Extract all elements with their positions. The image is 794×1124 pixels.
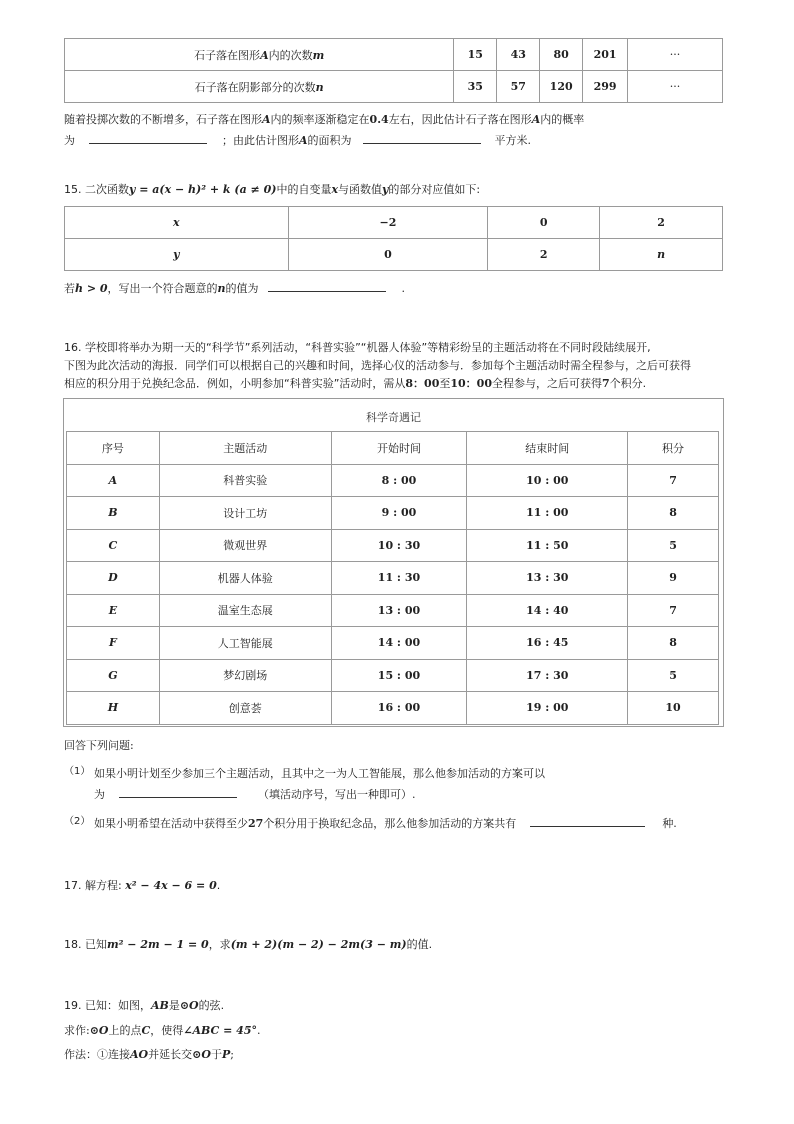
text: . xyxy=(216,879,221,892)
var-ab: AB xyxy=(151,999,169,1012)
text: 中的自变量 xyxy=(276,183,332,196)
table-cell: ··· xyxy=(628,39,723,71)
poster-title: 科学奇遇记 xyxy=(366,411,421,424)
text: 作法：①连接 xyxy=(64,1048,130,1061)
text: ；由此估计图形 xyxy=(222,134,299,147)
answer-blank[interactable] xyxy=(363,131,481,144)
table-row xyxy=(67,562,719,595)
text: ，求 xyxy=(208,938,231,951)
table-cell: −2 xyxy=(288,207,488,239)
table-cell: 57 xyxy=(497,71,540,103)
answer-blank[interactable] xyxy=(119,785,237,798)
table-cell: 2 xyxy=(600,207,723,239)
q16-sub2 xyxy=(64,814,744,833)
text: 是 xyxy=(168,999,180,1012)
table-cell: 11 : 50 xyxy=(467,529,628,562)
column-header: 积分 xyxy=(628,432,719,465)
text: 内的频率逐渐稳定在 xyxy=(270,113,370,126)
table-cell: 9 xyxy=(628,562,719,595)
table-row xyxy=(65,71,723,103)
q19-method xyxy=(64,1045,234,1064)
table-cell: 微观世界 xyxy=(159,529,331,562)
formula: y = a(x − h)² + k (a ≠ 0) xyxy=(129,183,277,196)
table-cell: 温室生态展 xyxy=(159,594,331,627)
table-cell: 8 : 00 xyxy=(331,464,467,497)
sub1-line2 xyxy=(94,785,744,804)
table-cell: 2 xyxy=(488,239,600,271)
table-cell: 15 : 00 xyxy=(331,659,467,692)
text: 若 xyxy=(64,282,75,295)
table-cell: 43 xyxy=(497,39,540,71)
answer-intro: 回答下列问题: xyxy=(64,739,134,752)
table-cell: y xyxy=(65,239,289,271)
q16-line1: 16. 学校即将举办为期一天的“科学节”系列活动，“科普实验”“机器人体验”等精彩纷呈的主题活动将在不同时段陆续展开, xyxy=(64,341,651,354)
var-a: A xyxy=(260,48,269,62)
table-cell: C xyxy=(67,529,160,562)
text: 求作: xyxy=(64,1024,90,1037)
table-cell: 人工智能展 xyxy=(159,627,331,660)
formula: h > 0 xyxy=(75,282,108,295)
table-cell: 5 xyxy=(628,529,719,562)
label-text: 石子落在阴影部分的次数 xyxy=(194,80,316,94)
text: 随着投掷次数的不断增多，石子落在图形 xyxy=(64,113,262,126)
text: 平方米. xyxy=(494,134,532,147)
text: 19. 已知：如图， xyxy=(64,999,151,1012)
answer-blank[interactable] xyxy=(89,131,207,144)
table-cell: 10 : 30 xyxy=(331,529,467,562)
number: 27 xyxy=(248,817,264,830)
formula: (m + 2)(m − 2) − 2m(3 − m) xyxy=(230,938,407,951)
label-text: 石子落在图形 xyxy=(194,48,261,62)
circle-o: ⊙O xyxy=(192,1048,211,1061)
table-row xyxy=(65,39,723,71)
table-row xyxy=(67,692,719,725)
table-cell: 35 xyxy=(454,71,497,103)
table-cell: 11 : 30 xyxy=(331,562,467,595)
text: 至 xyxy=(439,377,451,390)
var-n: n xyxy=(315,80,324,94)
column-header: 序号 xyxy=(67,432,160,465)
table-header-row xyxy=(67,432,719,465)
text: 个积分. xyxy=(609,377,647,390)
q16-sub1 xyxy=(64,764,744,804)
text: 二次函数 xyxy=(85,183,129,196)
column-header: 开始时间 xyxy=(331,432,467,465)
var-c: C xyxy=(141,1024,151,1037)
sub2-line xyxy=(94,814,744,833)
table-cell: D xyxy=(67,562,160,595)
formula: x² − 4x − 6 = 0 xyxy=(125,879,217,892)
circle-o: ⊙O xyxy=(179,999,199,1012)
text: 种. xyxy=(662,817,677,830)
table-cell: 80 xyxy=(540,39,583,71)
table-cell: ··· xyxy=(628,71,723,103)
table-cell: 19 : 00 xyxy=(467,692,628,725)
table-cell: 5 xyxy=(628,659,719,692)
var-p: P xyxy=(221,1048,231,1061)
q15-stem xyxy=(64,181,480,197)
table-cell: 0 xyxy=(488,207,600,239)
q15-condition xyxy=(64,279,405,298)
table-cell: 7 xyxy=(628,594,719,627)
table-cell: 梦幻剧场 xyxy=(159,659,331,692)
time: 10：00 xyxy=(450,377,492,390)
table-cell: 16 : 45 xyxy=(467,627,628,660)
formula: ∠ABC = 45° xyxy=(183,1024,257,1037)
text: . xyxy=(401,282,406,295)
q16-stem xyxy=(64,339,744,393)
q16-line3 xyxy=(64,375,744,393)
stone-count-table xyxy=(64,38,723,103)
table-row xyxy=(67,497,719,530)
table-cell: B xyxy=(67,497,160,530)
column-header: 结束时间 xyxy=(467,432,628,465)
points: 7 xyxy=(602,377,610,390)
text: 个积分用于换取纪念品，那么他参加活动的方案共有 xyxy=(263,817,517,830)
text: ，使得 xyxy=(150,1024,184,1037)
table-cell: 7 xyxy=(628,464,719,497)
table-row xyxy=(65,239,723,271)
table-cell: 120 xyxy=(540,71,583,103)
table-cell: A xyxy=(67,464,160,497)
table-cell: 14 : 40 xyxy=(467,594,628,627)
label-text: 内的次数 xyxy=(268,48,313,62)
text: 与函数值 xyxy=(338,183,383,196)
table-cell: 11 : 00 xyxy=(467,497,628,530)
table-row xyxy=(67,464,719,497)
row-label xyxy=(65,39,454,71)
table-cell: n xyxy=(600,239,723,271)
table-cell: 创意荟 xyxy=(159,692,331,725)
table-cell: 设计工坊 xyxy=(159,497,331,530)
question-number: 15. xyxy=(64,183,82,196)
var-m: m xyxy=(312,48,325,62)
table-cell: 10 xyxy=(628,692,719,725)
q14-line1 xyxy=(64,110,744,129)
text: ; xyxy=(230,1048,234,1061)
table-cell: 9 : 00 xyxy=(331,497,467,530)
column-header: 主题活动 xyxy=(159,432,331,465)
table-row xyxy=(67,529,719,562)
var-ao: AO xyxy=(130,1048,149,1061)
text: 的值为 xyxy=(225,282,259,295)
table-cell: 13 : 00 xyxy=(331,594,467,627)
q14-conclusion xyxy=(64,110,744,150)
text: 的值. xyxy=(406,938,433,951)
table-cell: F xyxy=(67,627,160,660)
sub-question-number: （2） xyxy=(64,816,91,827)
circle-o: ⊙O xyxy=(89,1024,109,1037)
text: 如果小明希望在活动中获得至少 xyxy=(94,817,248,830)
number: 0.4 xyxy=(369,113,389,126)
sub-question-number: （1） xyxy=(64,766,91,777)
text: 的面积为 xyxy=(307,134,352,147)
time: 8：00 xyxy=(405,377,440,390)
text: 并延长交 xyxy=(148,1048,193,1061)
text: 上的点 xyxy=(108,1024,142,1037)
table-cell: x xyxy=(65,207,289,239)
table-cell: 14 : 00 xyxy=(331,627,467,660)
table-row xyxy=(65,207,723,239)
text: 相应的积分用于兑换纪念品．例如，小明参加“科普实验”活动时，需从 xyxy=(64,377,406,390)
question-prefix: 17. 解方程: xyxy=(64,879,122,892)
table-cell: E xyxy=(67,594,160,627)
var-a: A xyxy=(299,134,308,147)
q16-line2: 下图为此次活动的海报．同学们可以根据自己的兴趣和时间，选择心仪的活动参与．参加每个主题活动时需全程参与，之后可获得 xyxy=(64,359,691,372)
text: 于 xyxy=(210,1048,222,1061)
table-cell: G xyxy=(67,659,160,692)
table-row xyxy=(67,627,719,660)
var-a: A xyxy=(262,113,271,126)
q19-given xyxy=(64,997,224,1013)
table-cell: 201 xyxy=(583,39,628,71)
var-x: x xyxy=(331,183,339,196)
table-cell: 16 : 00 xyxy=(331,692,467,725)
text: 为 xyxy=(64,134,75,147)
q18 xyxy=(64,936,432,952)
text: 左右，因此估计石子落在图形 xyxy=(388,113,532,126)
table-cell: 13 : 30 xyxy=(467,562,628,595)
quadratic-values-table xyxy=(64,206,723,271)
activity-rows xyxy=(67,464,719,724)
text: （填活动序号，写出一种即可）. xyxy=(258,788,416,801)
var-y: y xyxy=(382,183,389,196)
activity-schedule-table xyxy=(66,431,719,725)
answer-blank[interactable] xyxy=(530,814,645,827)
text: 的弦. xyxy=(198,999,225,1012)
text: 内的概率 xyxy=(540,113,585,126)
sub1-line1: 如果小明计划至少参加三个主题活动，且其中之一为人工智能展，那么他参加活动的方案可以 xyxy=(94,767,545,780)
text: . xyxy=(257,1024,261,1037)
text: ，写出一个符合题意的 xyxy=(107,282,218,295)
table-cell: 0 xyxy=(288,239,488,271)
table-cell: 15 xyxy=(454,39,497,71)
science-poster xyxy=(63,398,724,727)
question-prefix: 18. 已知 xyxy=(64,938,107,951)
formula: m² − 2m − 1 = 0 xyxy=(107,938,209,951)
table-cell: H xyxy=(67,692,160,725)
table-cell: 8 xyxy=(628,627,719,660)
answer-blank[interactable] xyxy=(268,279,386,292)
table-cell: 机器人体验 xyxy=(159,562,331,595)
table-row xyxy=(67,594,719,627)
q17 xyxy=(64,877,220,893)
table-cell: 299 xyxy=(583,71,628,103)
var-n: n xyxy=(217,282,226,295)
table-row xyxy=(67,659,719,692)
table-cell: 科普实验 xyxy=(159,464,331,497)
table-cell: 10 : 00 xyxy=(467,464,628,497)
row-label xyxy=(65,71,454,103)
table-cell: 8 xyxy=(628,497,719,530)
q14-line2 xyxy=(64,131,744,150)
var-a: A xyxy=(531,113,541,126)
q19-task xyxy=(64,1021,261,1040)
table-cell: 17 : 30 xyxy=(467,659,628,692)
text: 的部分对应值如下: xyxy=(388,183,481,196)
text: 为 xyxy=(94,788,105,801)
text: 全程参与，之后可获得 xyxy=(492,377,602,390)
